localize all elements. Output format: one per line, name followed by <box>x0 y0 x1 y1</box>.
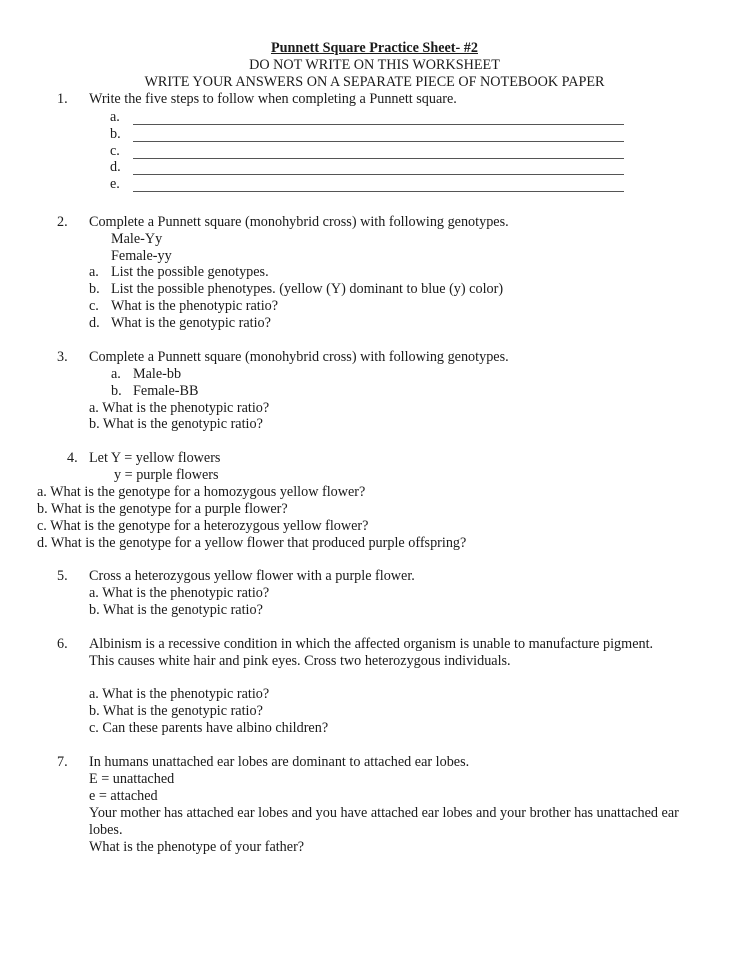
given-genotype: Male-Yy <box>111 231 163 247</box>
allele-definition: y = purple flowers <box>114 467 219 483</box>
answer-blank-line <box>133 174 624 175</box>
question-text: Complete a Punnett square (monohybrid cross) with following genotypes. <box>89 214 509 230</box>
given-label: b. <box>111 383 122 399</box>
allele-definition: E = unattached <box>89 771 175 787</box>
part-text: a. What is the phenotypic ratio? <box>89 686 270 702</box>
part-text: List the possible phenotypes. (yellow (Y) dominant to blue (y) color) <box>111 281 504 297</box>
blank-label: b. <box>110 126 121 142</box>
answer-blank-line <box>133 124 624 125</box>
part-text: a. What is the phenotypic ratio? <box>89 585 270 601</box>
question-text: Cross a heterozygous yellow flower with a purple flower. <box>89 568 415 584</box>
part-text: b. What is the genotypic ratio? <box>89 602 263 618</box>
part-text: a. What is the genotype for a homozygous yellow flower? <box>37 484 366 500</box>
answer-blank-line <box>133 158 624 159</box>
question-number: 2. <box>57 214 68 230</box>
question-text: Albinism is a recessive condition in which the affected organism is unable to manufacture pigment. <box>89 636 654 652</box>
part-label: b. <box>89 281 100 297</box>
answer-blank-line <box>133 191 624 192</box>
blank-label: e. <box>110 176 120 192</box>
scenario-text-continued: lobes. <box>89 822 123 838</box>
instruction-line-2: WRITE YOUR ANSWERS ON A SEPARATE PIECE OF NOTEBOOK PAPER <box>144 74 605 90</box>
given-genotype: Male-bb <box>133 366 182 382</box>
worksheet-title: Punnett Square Practice Sheet- #2 <box>270 40 478 56</box>
allele-definition: e = attached <box>89 788 158 804</box>
blank-label: c. <box>110 143 120 159</box>
question-text-continued: This causes white hair and pink eyes. Cross two heterozygous individuals. <box>89 653 511 669</box>
blank-label: d. <box>110 159 121 175</box>
part-text: What is the phenotype of your father? <box>89 839 305 855</box>
part-text: d. What is the genotype for a yellow flower that produced purple offspring? <box>37 535 467 551</box>
part-label: a. <box>89 264 99 280</box>
part-text: b. What is the genotype for a purple flower? <box>37 501 288 517</box>
instruction-line-1: DO NOT WRITE ON THIS WORKSHEET <box>249 57 500 73</box>
question-number: 3. <box>57 349 68 365</box>
part-text: What is the genotypic ratio? <box>111 315 271 331</box>
given-genotype: Female-yy <box>111 248 172 264</box>
given-label: a. <box>111 366 121 382</box>
question-text: Let Y = yellow flowers <box>89 450 221 466</box>
given-genotype: Female-BB <box>133 383 199 399</box>
part-label: c. <box>89 298 99 314</box>
question-number: 5. <box>57 568 68 584</box>
part-text: c. What is the genotype for a heterozygous yellow flower? <box>37 518 369 534</box>
question-text: Complete a Punnett square (monohybrid cross) with following genotypes. <box>89 349 509 365</box>
answer-blank-line <box>133 141 624 142</box>
question-number: 6. <box>57 636 68 652</box>
blank-label: a. <box>110 109 120 125</box>
question-text: Write the five steps to follow when completing a Punnett square. <box>89 91 457 107</box>
question-number: 7. <box>57 754 68 770</box>
part-text: c. Can these parents have albino children? <box>89 720 329 736</box>
part-text: What is the phenotypic ratio? <box>111 298 279 314</box>
part-label: d. <box>89 315 100 331</box>
question-number: 4. <box>67 450 78 466</box>
question-text: In humans unattached ear lobes are dominant to attached ear lobes. <box>89 754 470 770</box>
part-text: a. What is the phenotypic ratio? <box>89 400 270 416</box>
question-number: 1. <box>57 91 68 107</box>
part-text: b. What is the genotypic ratio? <box>89 703 263 719</box>
part-text: b. What is the genotypic ratio? <box>89 416 263 432</box>
scenario-text: Your mother has attached ear lobes and you have attached ear lobes and your brother has unattached ear <box>89 805 679 821</box>
part-text: List the possible genotypes. <box>111 264 269 280</box>
